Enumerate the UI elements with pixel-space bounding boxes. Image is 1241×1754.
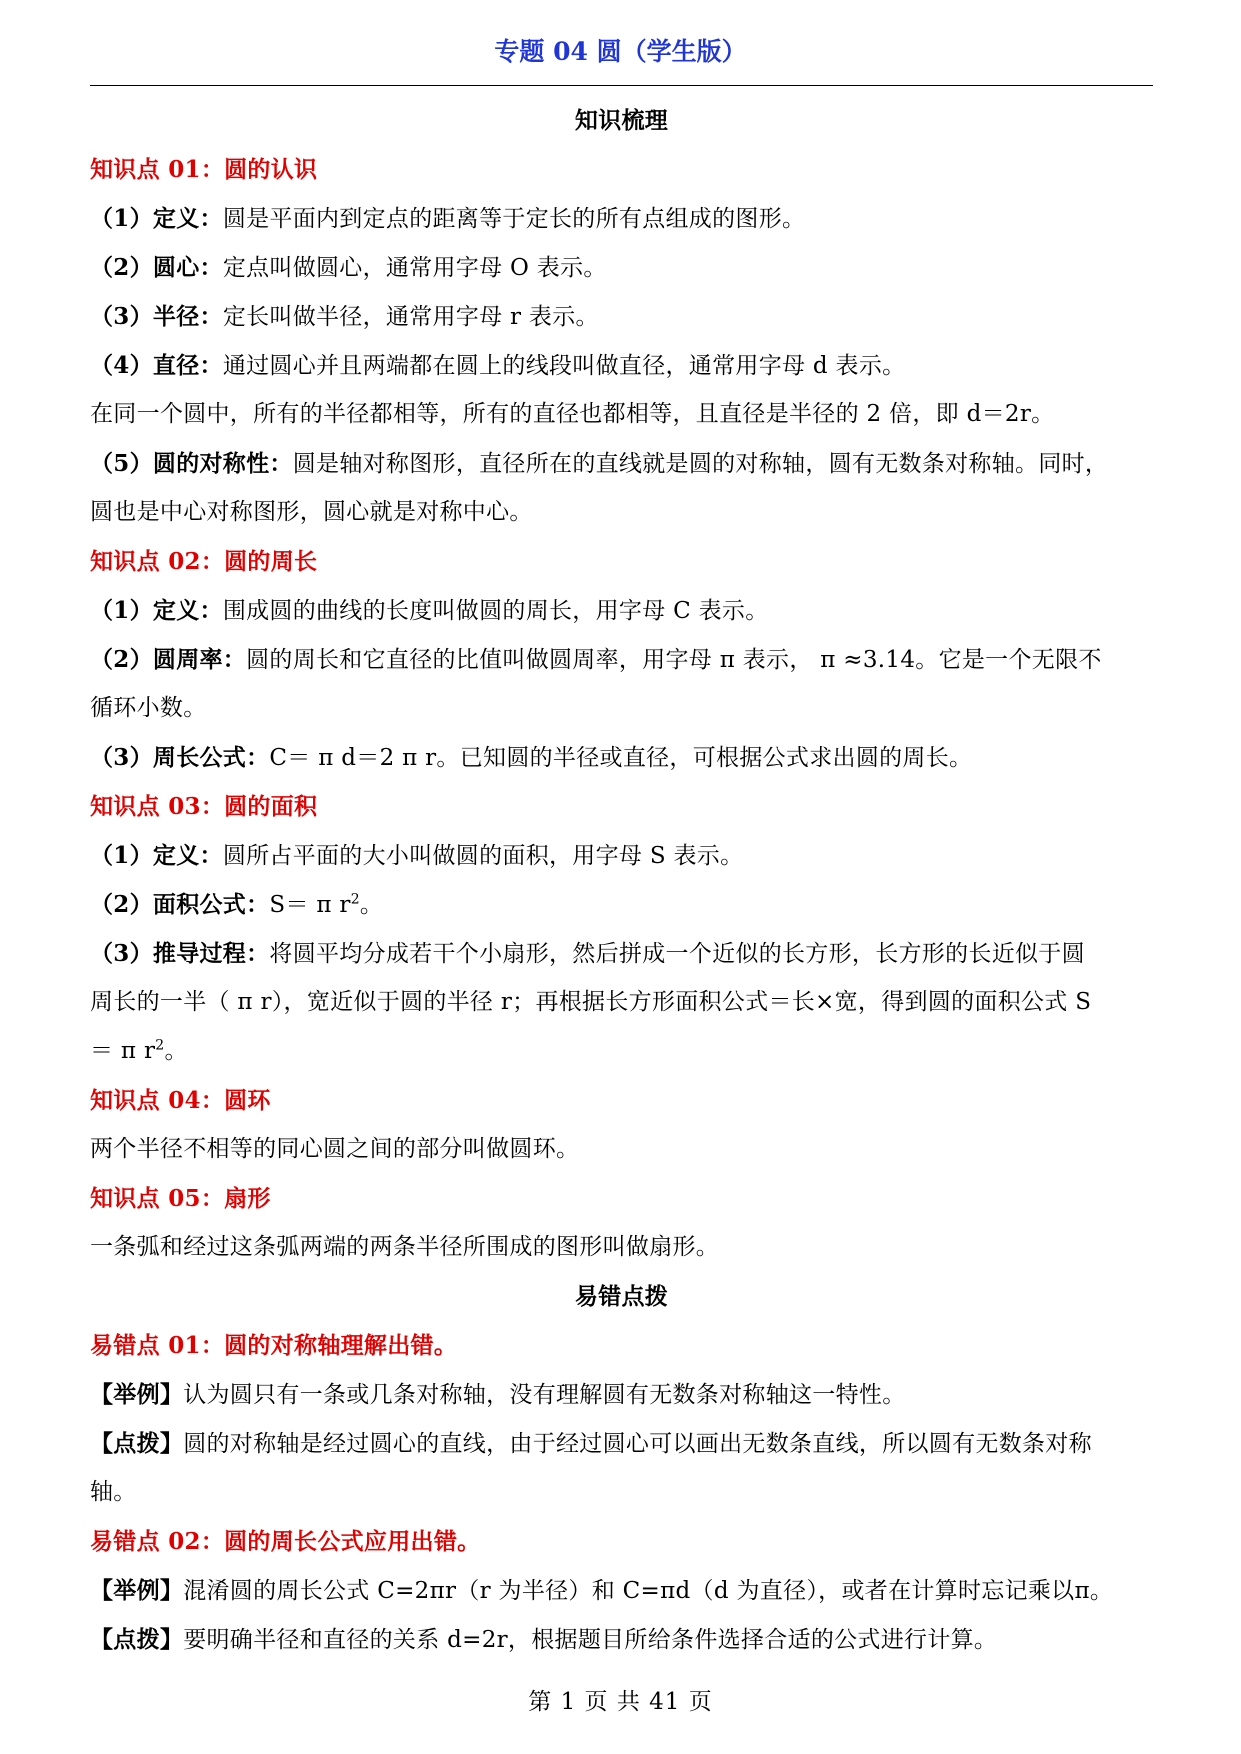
section-heading-mistakes: 易错点拨 <box>574 1283 669 1310</box>
kp2-label-definition: （1）定义： <box>90 597 223 624</box>
e2-text-tip: 要明确半径和直径的关系 d=2r，根据题目所给条件选择合适的公式进行计算。 <box>183 1627 998 1653</box>
kp4-line-definition: 两个半径不相等的同心圆之间的部分叫做圆环。 <box>90 1136 580 1162</box>
kp1-text-diameter: 通过圆心并且两端都在圆上的线段叫做直径，通常用字母 d 表示。 <box>222 353 906 379</box>
kp2-label-formula: （3）周长公式： <box>90 744 270 771</box>
page-number-footer: 第 1 页 共 41 页 <box>528 1689 713 1715</box>
kp2-line-pi-cont: 循环小数。 <box>90 695 207 721</box>
kp1-line-symmetry <box>90 439 1153 488</box>
e1-label-example: 【举例】 <box>90 1381 184 1408</box>
e2-line-example <box>90 1566 1153 1615</box>
header-divider <box>90 85 1153 86</box>
kp1-line-diameter <box>90 341 1153 390</box>
kp3-formula-exponent: 2 <box>350 891 360 908</box>
kp3-label-definition: （1）定义： <box>90 842 223 869</box>
kp2-text-pi: 圆的周长和它直径的比值叫做圆周率，用字母 π 表示， π ≈3.14。它是一个无限不 <box>246 647 1102 673</box>
kp1-label-center: （2）圆心： <box>90 254 223 281</box>
kp1-text-center: 定点叫做圆心，通常用字母 O 表示。 <box>222 255 607 281</box>
kp3-label-derivation: （3）推导过程： <box>90 940 270 967</box>
e1-text-tip: 圆的对称轴是经过圆心的直线，由于经过圆心可以画出无数条直线，所以圆有无数条对称 <box>183 1431 1092 1457</box>
kp1-text-definition: 圆是平面内到定点的距离等于定长的所有点组成的图形。 <box>222 206 806 232</box>
kp2-text-formula: C＝ π d＝2 π r。已知圆的半径或直径，可根据公式求出圆的周长。 <box>269 745 973 771</box>
knowledge-point-5-title: 知识点 05：扇形 <box>90 1185 271 1212</box>
kp3-text-formula: S＝ π r <box>269 892 351 918</box>
e2-text-example: 混淆圆的周长公式 C=2πr（r 为半径）和 C=πd（d 为直径），或者在计算时忘记乘以π。 <box>183 1578 1114 1604</box>
kp3-line-definition <box>90 831 1153 880</box>
knowledge-point-4-title: 知识点 04：圆环 <box>90 1087 271 1114</box>
knowledge-point-3-title: 知识点 03：圆的面积 <box>90 793 318 820</box>
kp3-line-formula <box>90 880 1153 929</box>
kp3-line-derivation-end <box>90 1027 1153 1076</box>
kp1-line-symmetry-cont: 圆也是中心对称图形，圆心就是对称中心。 <box>90 499 533 525</box>
kp3-derivation-exponent: 2 <box>155 1037 165 1054</box>
e2-line-tip <box>90 1615 1153 1664</box>
document-title: 专题 04 圆（学生版） <box>494 37 747 66</box>
e1-line-tip-cont: 轴。 <box>90 1479 137 1505</box>
mistake-point-2-title: 易错点 02：圆的周长公式应用出错。 <box>90 1528 481 1555</box>
kp2-line-pi <box>90 635 1153 684</box>
kp3-derivation-formula: ＝ π r <box>90 1038 156 1064</box>
kp5-line-definition: 一条弧和经过这条弧两端的两条半径所围成的图形叫做扇形。 <box>90 1234 720 1260</box>
e1-line-example <box>90 1370 1153 1419</box>
e1-text-example: 认为圆只有一条或几条对称轴，没有理解圆有无数条对称轴这一特性。 <box>183 1382 906 1408</box>
kp1-line-center <box>90 243 1153 292</box>
kp1-label-diameter: （4）直径： <box>90 352 223 379</box>
kp1-text-radius: 定长叫做半径，通常用字母 r 表示。 <box>222 304 599 330</box>
kp1-label-symmetry: （5）圆的对称性： <box>90 450 293 477</box>
kp2-label-pi: （2）圆周率： <box>90 646 247 673</box>
kp3-line-derivation-cont: 周长的一半（ π r），宽近似于圆的半径 r；再根据长方形面积公式＝长×宽，得到圆的面积公式 S <box>90 989 1092 1015</box>
section-heading-knowledge: 知识梳理 <box>574 107 669 134</box>
kp2-text-definition: 围成圆的曲线的长度叫做圆的周长，用字母 C 表示。 <box>222 598 769 624</box>
kp1-line-radius <box>90 292 1153 341</box>
kp3-line-derivation <box>90 929 1153 978</box>
knowledge-point-1-title: 知识点 01：圆的认识 <box>90 156 318 183</box>
e2-label-tip: 【点拨】 <box>90 1626 184 1653</box>
knowledge-point-2-title: 知识点 02：圆的周长 <box>90 548 318 575</box>
kp3-text-derivation: 将圆平均分成若干个小扇形，然后拼成一个近似的长方形，长方形的长近似于圆 <box>269 941 1085 967</box>
document-body <box>90 96 1153 1664</box>
kp1-line-relation: 在同一个圆中，所有的半径都相等，所有的直径也都相等，且直径是半径的 2 倍，即 d＝2r。 <box>90 401 1055 427</box>
kp1-text-symmetry: 圆是轴对称图形，直径所在的直线就是圆的对称轴，圆有无数条对称轴。同时， <box>292 451 1109 477</box>
e1-line-tip <box>90 1419 1153 1468</box>
e2-label-example: 【举例】 <box>90 1577 184 1604</box>
kp3-formula-end: 。 <box>359 892 384 918</box>
kp2-line-definition <box>90 586 1153 635</box>
kp3-derivation-end: 。 <box>164 1038 188 1064</box>
kp1-label-radius: （3）半径： <box>90 303 223 330</box>
e1-label-tip: 【点拨】 <box>90 1430 184 1457</box>
kp3-label-formula: （2）面积公式： <box>90 891 270 918</box>
kp2-line-formula <box>90 733 1153 782</box>
kp1-line-definition <box>90 194 1153 243</box>
kp3-text-definition: 圆所占平面的大小叫做圆的面积，用字母 S 表示。 <box>222 843 744 869</box>
kp1-label-definition: （1）定义： <box>90 205 223 232</box>
mistake-point-1-title: 易错点 01：圆的对称轴理解出错。 <box>90 1332 458 1359</box>
